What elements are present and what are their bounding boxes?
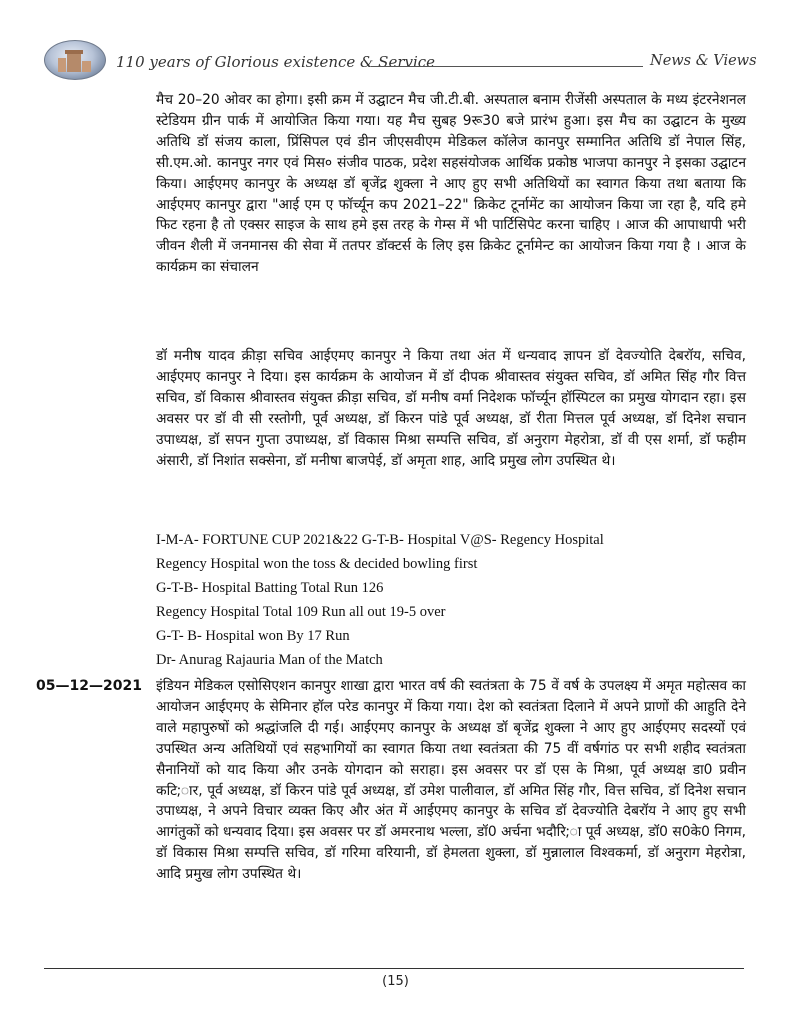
paragraph-match-report: मैच 20–20 ओवर का होगा। इसी क्रम में उद्घाटन मैच जी.टी.बी. अस्पताल बनाम रीजेंसी अस्पताल के मध्य इंटरनेशनल स्टेडियम ग्रीन पार्क में आयोजित किया गया। यह मैच सुबह 9रू30 बजे प्रारंभ हुआ। इस मैच का उद्घाटन के मुख्य अतिथि डॉ संजय काला, प्रिंसिपल एवं डीन जीएसवीएम मेडिकल कॉलेज कानपुर सम्मानित अतिथि डॉ नेपाल सिंह, सी.एम.ओ. कानपुर नगर एवं मिस० संजीव पाठक, प्रदेश सहसंयोजक आर्थिक प्रकोष्ठ भाजपा कानपुर ने इसका उद्घाटन किया। आईएमए कानपुर के अध्यक्ष डॉ बृजेंद्र शुक्ला ने आए हुए सभी अतिथियों का स्वागत किया तथा बताया कि आईएमए कानपुर द्वारा "आई एम ए फॉर्च्यून कप 2021–22" क्रिकेट टूर्नामेंट का आयोजन किया जा रहा है, यदि हमे फिट रहना है तो एक्सर साइज के साथ हमे इस तरह के गेम्स में भी पार्टिसिपेट करना चाहिए । आज की आपाधापी भरी जीवन शैली में जनमानस की सेवा में ततपर डॉक्टर्स के लिए इस क्रिकेट टूर्नामेन्ट का आयोजन किया गया है । आज के कार्यक्रम का संचालन — [156, 92, 746, 276]
match-line: Regency Hospital won the toss & decided bowling first — [156, 556, 478, 572]
header-title: 110 years of Glorious existence & Service — [116, 53, 436, 71]
paragraph-vote-of-thanks: डॉ मनीष यादव क्रीड़ा सचिव आईएमए कानपुर ने किया तथा अंत में धन्यवाद ज्ञापन डॉ देवज्योति देबरॉय, सचिव, आईएमए कानपुर ने दिया। इस कार्यक्रम के आयोजन में डॉ दीपक श्रीवास्तव संयुक्त सचिव, डॉ अमित सिंह गौर वित्त सचिव, डॉ विकास श्रीवास्तव संयुक्त क्रीड़ा सचिव, डॉ मनीष वर्मा निदेशक फॉर्च्यून हॉस्पिटल का प्रमुख योगदान रहा। इस अवसर पर डॉ वी सी रस्तोगी, पूर्व अध्यक्ष, डॉ किरन पांडे पूर्व अध्यक्ष, डॉ रीता मित्तल पूर्व अध्यक्ष, डॉ दिनेश सचान उपाध्यक्ष, डॉ सपन गुप्ता उपाध्यक्ष, डॉ विकास मिश्रा सम्पत्ति सचिव, डॉ अनुराग मेहरोत्रा, डॉ वी एस शर्मा, डॉ फहीम अंसारी, डॉ निशांत सक्सेना, डॉ मनीषा बाजपेई, डॉ अमृता शाह, आदि प्रमुख लोग उपस्थित थे। — [156, 348, 746, 469]
page-number: (15) — [382, 974, 409, 989]
hospital-logo — [44, 40, 106, 80]
match-line: Regency Hospital Total 109 Run all out 19-5 over — [156, 604, 446, 620]
footer-divider — [44, 968, 744, 969]
logo-building-right — [82, 61, 91, 72]
page-header — [0, 0, 791, 80]
logo-building-left — [58, 58, 66, 72]
match-line: G-T- B- Hospital won By 17 Run — [156, 628, 350, 644]
event-date: 05—12—2021 — [36, 678, 142, 694]
match-line: Dr- Anurag Rajauria Man of the Match — [156, 652, 383, 668]
paragraph-amrit-mahotsav: इंडियन मेडिकल एसोसिएशन कानपुर शाखा द्वारा भारत वर्ष की स्वतंत्रता के 75 वें वर्ष के उपलक्ष्य में अमृत महोत्सव का आयोजन आईएमए के सेमिनार हॉल परेड कानपुर में किया गया। देश को स्वतंत्रता दिलाने में अपने प्राणों की आहुति देने वाले महापुरुषों को श्रद्धांजलि दी गई। आईएमए कानपुर के अध्यक्ष डॉ बृजेंद्र शुक्ला ने आए हुए आईएमए सदस्यों एवं उपस्थित अन्य अतिथियों एवं सहभागियों का स्वागत किया तथा स्वतंत्रता की 75 वीं वर्षगांठ पर सभी शहीद स्वतंत्रता सैनानियों को याद किया और उनके योगदान को सराहा। इस अवसर पर डॉ एस के मिश्रा, पूर्व अध्यक्ष डा0 प्रवीन कटि;ार, पूर्व अध्यक्ष, डॉ किरन पांडे पूर्व अध्यक्ष, डॉ उमेश पालीवाल, डॉ अमित सिंह गौर, वित्त सचिव, डॉ दिनेश सचान उपाध्यक्ष, ने अपने विचार व्यक्त किए और अंत में आईएमए कानपुर के सचिव डॉ देवज्योति देबरॉय ने आए हुए सभी आगंतुकों को धन्यवाद दिया। इस अवसर पर डॉ अमरनाथ भल्ला, डॉ0 अर्चना भदौरि;ा पूर्व अध्यक्ष, डॉ0 स0के0 निगम, डॉ विकास मिश्रा सम्पत्ति सचिव, डॉ गरिमा वरियानी, डॉ हेमलता शुक्ला, डॉ मुन्नालाल विश्वकर्मा, डॉ अनुराग मेहरोत्रा, आदि प्रमुख लोग उपस्थित थे। — [156, 678, 746, 883]
logo-roof — [65, 50, 83, 54]
match-line: I-M-A- FORTUNE CUP 2021&22 G-T-B- Hospital V@S- Regency Hospital — [156, 532, 604, 548]
match-line: G-T-B- Hospital Batting Total Run 126 — [156, 580, 384, 596]
match-summary — [156, 528, 604, 672]
header-section: News & Views — [650, 53, 757, 69]
header-divider — [371, 66, 643, 67]
logo-building-center — [67, 53, 81, 72]
